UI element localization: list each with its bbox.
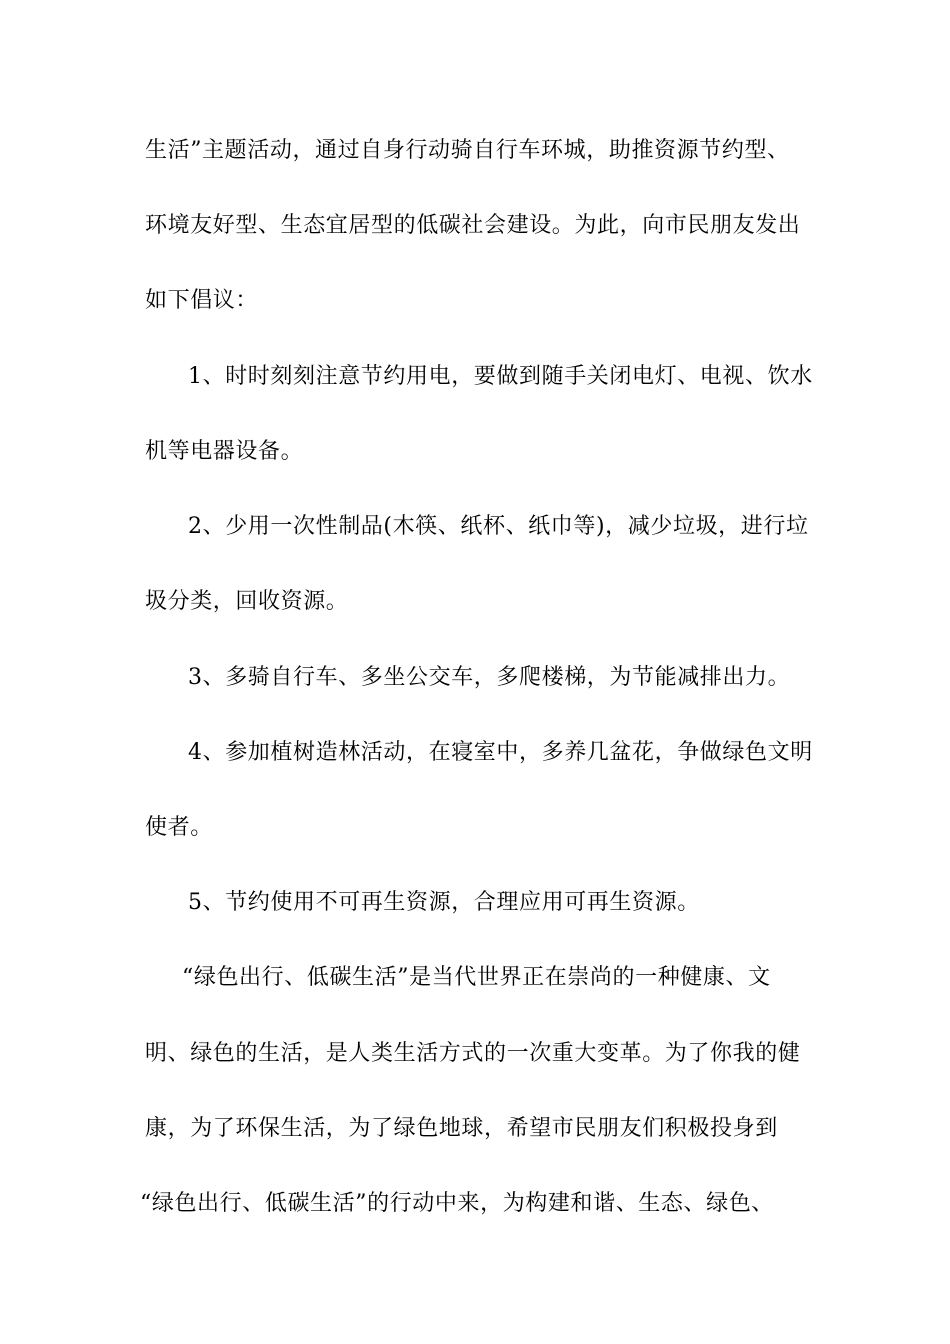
text-line: 环境友好型、生态宜居型的低碳社会建设。为此，向市民朋友发出 bbox=[145, 213, 801, 238]
paragraph-start: “绿色出行、低碳生活”是当代世界正在崇尚的一种健康、文 bbox=[182, 965, 771, 990]
text-line: 机等电器设备。 bbox=[145, 439, 304, 464]
text-line: “绿色出行、低碳生活”的行动中来，为构建和谐、生态、绿色、 bbox=[140, 1191, 774, 1216]
text-line: 明、绿色的生活，是人类生活方式的一次重大变革。为了你我的健 bbox=[145, 1041, 801, 1066]
list-item-1: 1、时时刻刻注意节约用电，要做到随手关闭电灯、电视、饮水 bbox=[188, 364, 813, 389]
list-item-4: 4、参加植树造林活动，在寝室中，多养几盆花，争做绿色文明 bbox=[188, 740, 813, 765]
text-line: 生活”主题活动，通过自身行动骑自行车环城，助推资源节约型、 bbox=[145, 138, 790, 163]
list-item-5: 5、节约使用不可再生资源，合理应用可再生资源。 bbox=[188, 890, 700, 915]
text-line: 使者。 bbox=[145, 815, 213, 840]
text-line: 圾分类，回收资源。 bbox=[145, 589, 349, 614]
list-item-2: 2、少用一次性制品(木筷、纸杯、纸巾等)，减少垃圾，进行垃 bbox=[188, 514, 809, 539]
text-line: 康，为了环保生活，为了绿色地球，希望市民朋友们积极投身到 bbox=[145, 1116, 778, 1141]
list-item-3: 3、多骑自行车、多坐公交车，多爬楼梯，为节能减排出力。 bbox=[188, 665, 791, 690]
text-line: 如下倡议： bbox=[145, 288, 259, 313]
